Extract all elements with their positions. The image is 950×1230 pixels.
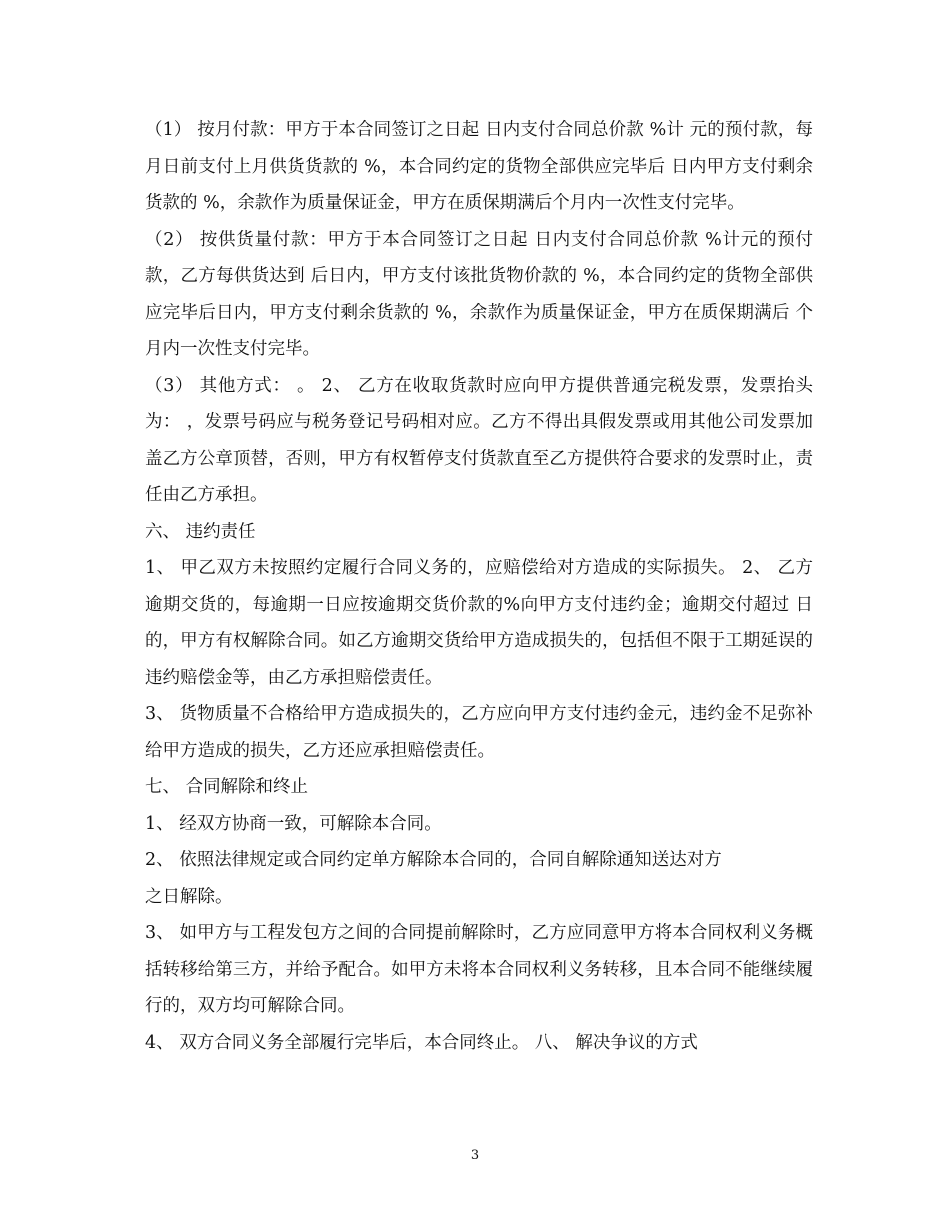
paragraph-breach-quality: 3、 货物质量不合格给甲方造成损失的，乙方应向甲方支付违约金元，违约金不足弥补给甲方造成的损失，乙方还应承担赔偿责任。	[145, 704, 813, 761]
page-number: 3	[470, 1148, 480, 1163]
paragraph-termination-mutual: 1、 经双方协商一致，可解除本合同。	[145, 813, 442, 834]
paragraph-termination-unilateral-cont: 之日解除。	[145, 886, 233, 907]
paragraph-payment-monthly: （1） 按月付款：甲方于本合同签订之日起 日内支付合同总价款 %计 元的预付款，每月日前支付上月供货货款的 %，本合同约定的货物全部供应完毕后 日内甲方支付剩余货款的 %，余款作为质量保证金，甲方在质保期满后个月内一次性支付完毕。	[145, 120, 813, 213]
paragraph-payment-other-invoice: （3） 其他方式： 。 2、 乙方在收取货款时应向甲方提供普通完税发票，发票抬头为： ，发票号码应与税务登记号码相对应。乙方不得出具假发票或用其他公司发票加盖乙方公章顶替，否则，甲方有权暂停支付货款直至乙方提供符合要求的发票时止，责任由乙方承担。	[145, 375, 813, 505]
paragraph-termination-unilateral: 2、 依照法律规定或合同约定单方解除本合同的，合同自解除通知送达对方	[145, 850, 722, 870]
section-heading-termination: 七、 合同解除和终止	[145, 777, 309, 797]
paragraph-termination-complete: 4、 双方合同义务全部履行完毕后，本合同终止。 八、 解决争议的方式	[145, 1032, 698, 1053]
paragraph-payment-by-volume: （2） 按供货量付款：甲方于本合同签订之日起 日内支付合同总价款 %计元的预付款，乙方每供货达到 后日内，甲方支付该批货物价款的 %，本合同约定的货物全部供应完毕后日内，甲方支付剩余货款的 %，余款作为质量保证金，甲方在质保期满后 个月内一次性支付完毕。	[145, 229, 813, 359]
section-heading-breach: 六、 违约责任	[145, 521, 256, 542]
paragraph-termination-transfer: 3、 如甲方与工程发包方之间的合同提前解除时，乙方应同意甲方将本合同权利义务概括转移给第三方，并给予配合。如甲方未将本合同权利义务转移，且本合同不能继续履行的，双方均可解除合同。	[145, 923, 813, 1016]
paragraph-breach-delay: 1、 甲乙双方未按照约定履行合同义务的，应赔偿给对方造成的实际损失。 2、 乙方逾期交货的，每逾期一日应按逾期交货价款的%向甲方支付违约金；逾期交付超过 日的，甲方有权解除合同。如乙方逾期交货给甲方造成损失的，包括但不限于工期延误的违约赔偿金等，由乙方承担赔偿责任。	[145, 558, 813, 688]
document-body	[145, 112, 813, 1061]
